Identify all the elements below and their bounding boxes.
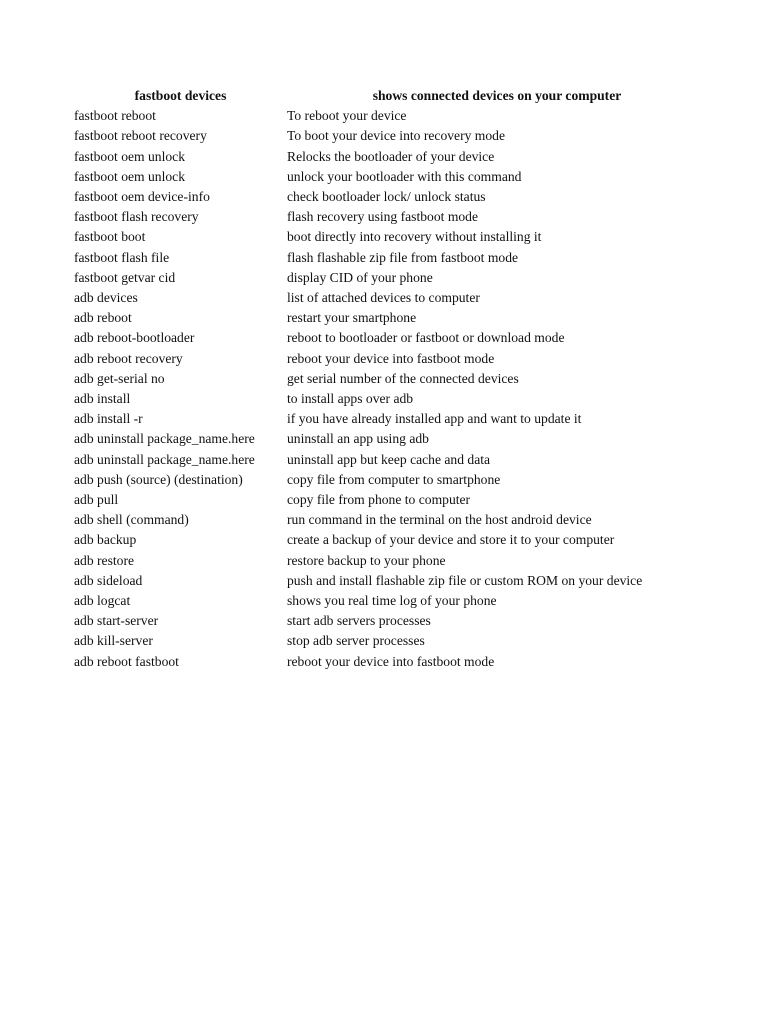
- description-cell: reboot your device into fastboot mode: [287, 653, 495, 669]
- description-cell: reboot to bootloader or fastboot or download mode: [287, 330, 565, 346]
- description-cell: boot directly into recovery without installing it: [287, 229, 542, 245]
- command-cell: adb backup: [74, 532, 137, 548]
- description-cell: restart your smartphone: [287, 310, 417, 326]
- table-row: [74, 409, 707, 429]
- description-cell: restore backup to your phone: [287, 552, 446, 568]
- description-cell: Relocks the bootloader of your device: [287, 148, 495, 164]
- command-cell: adb restore: [74, 552, 135, 568]
- command-cell: adb reboot fastboot: [74, 653, 179, 669]
- table-row: [74, 470, 707, 490]
- command-cell: adb shell (command): [74, 512, 189, 528]
- table-row: [74, 389, 707, 409]
- description-cell: if you have already installed app and want to update it: [287, 411, 582, 427]
- table-row: [74, 126, 707, 146]
- command-cell: adb uninstall package_name.here: [74, 451, 255, 467]
- description-cell: unlock your bootloader with this command: [287, 168, 522, 184]
- command-cell: adb get-serial no: [74, 370, 165, 386]
- table-row: [74, 551, 707, 571]
- command-cell: fastboot flash file: [74, 249, 170, 265]
- command-cell: fastboot reboot recovery: [74, 128, 207, 144]
- command-cell: fastboot oem unlock: [74, 148, 185, 164]
- table-row: [74, 268, 707, 288]
- description-cell: copy file from computer to smartphone: [287, 471, 501, 487]
- table-row: [74, 631, 707, 651]
- description-cell: check bootloader lock/ unlock status: [287, 189, 486, 205]
- header-description: shows connected devices on your computer: [372, 88, 622, 103]
- header-command: fastboot devices: [134, 88, 227, 103]
- table-row: [74, 450, 707, 470]
- table-row: [74, 106, 707, 126]
- command-cell: fastboot flash recovery: [74, 209, 199, 225]
- description-cell: run command in the terminal on the host android device: [287, 512, 592, 528]
- description-cell: uninstall app but keep cache and data: [287, 451, 491, 467]
- command-cell: adb push (source) (destination): [74, 471, 243, 487]
- command-table: [74, 86, 707, 672]
- command-cell: adb reboot-bootloader: [74, 330, 195, 346]
- table-row: [74, 147, 707, 167]
- command-cell: fastboot oem device-info: [74, 189, 210, 205]
- command-cell: adb devices: [74, 290, 138, 306]
- description-cell: display CID of your phone: [287, 269, 433, 285]
- command-cell: fastboot oem unlock: [74, 168, 185, 184]
- table-row: [74, 308, 707, 328]
- table-row: [74, 349, 707, 369]
- command-cell: fastboot getvar cid: [74, 269, 176, 285]
- table-row: [74, 591, 707, 611]
- description-cell: shows you real time log of your phone: [287, 593, 497, 609]
- description-cell: uninstall an app using adb: [287, 431, 429, 447]
- table-row: [74, 652, 707, 672]
- command-cell: fastboot reboot: [74, 108, 156, 124]
- description-cell: create a backup of your device and store it to your computer: [287, 532, 615, 548]
- table-row: [74, 611, 707, 631]
- table-row: [74, 167, 707, 187]
- description-cell: to install apps over adb: [287, 391, 414, 407]
- table-header-row: [74, 86, 707, 106]
- table-row: [74, 288, 707, 308]
- description-cell: flash flashable zip file from fastboot mode: [287, 249, 519, 265]
- table-row: [74, 207, 707, 227]
- description-cell: list of attached devices to computer: [287, 290, 480, 306]
- command-cell: adb install: [74, 391, 131, 407]
- description-cell: get serial number of the connected devices: [287, 370, 519, 386]
- description-cell: start adb servers processes: [287, 613, 431, 629]
- table-row: [74, 429, 707, 449]
- table-row: [74, 227, 707, 247]
- description-cell: stop adb server processes: [287, 633, 425, 649]
- description-cell: push and install flashable zip file or custom ROM on your device: [287, 572, 643, 588]
- command-cell: fastboot boot: [74, 229, 146, 245]
- table-body: [74, 106, 707, 672]
- description-cell: flash recovery using fastboot mode: [287, 209, 479, 225]
- description-cell: reboot your device into fastboot mode: [287, 350, 495, 366]
- command-cell: adb install -r: [74, 411, 143, 427]
- table-row: [74, 248, 707, 268]
- command-cell: adb reboot: [74, 310, 132, 326]
- command-cell: adb sideload: [74, 572, 143, 588]
- command-cell: adb pull: [74, 492, 119, 508]
- table-row: [74, 490, 707, 510]
- table-row: [74, 369, 707, 389]
- description-cell: copy file from phone to computer: [287, 492, 471, 508]
- table-row: [74, 328, 707, 348]
- table-row: [74, 571, 707, 591]
- command-cell: adb logcat: [74, 593, 131, 609]
- table-row: [74, 530, 707, 550]
- description-cell: To boot your device into recovery mode: [287, 128, 505, 144]
- command-cell: adb reboot recovery: [74, 350, 183, 366]
- command-sheet: [74, 86, 714, 672]
- command-cell: adb uninstall package_name.here: [74, 431, 255, 447]
- description-cell: To reboot your device: [287, 108, 407, 124]
- table-row: [74, 510, 707, 530]
- command-cell: adb kill-server: [74, 633, 153, 649]
- table-row: [74, 187, 707, 207]
- command-cell: adb start-server: [74, 613, 159, 629]
